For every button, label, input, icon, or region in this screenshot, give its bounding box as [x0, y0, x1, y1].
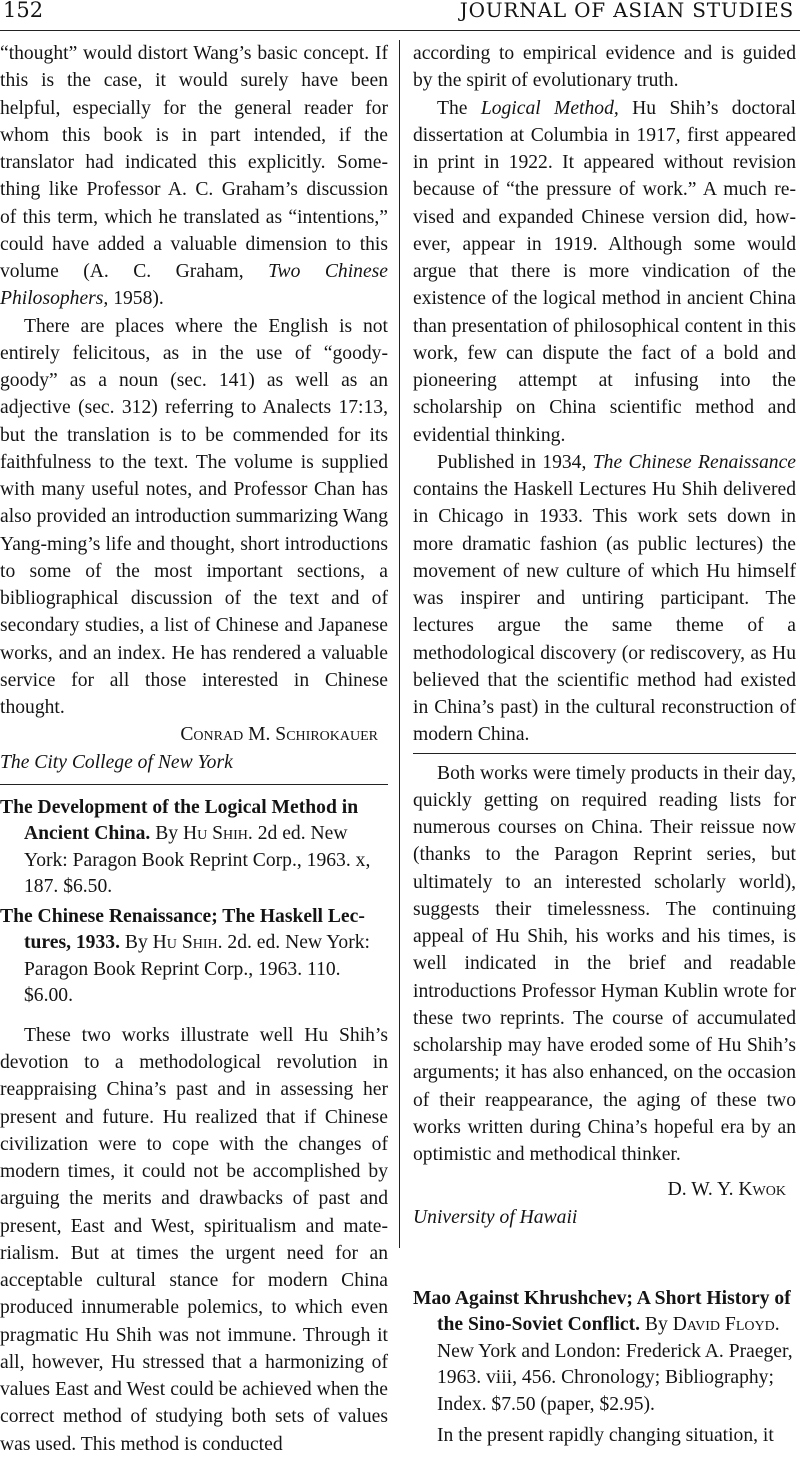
page-number: 152: [3, 0, 44, 22]
paragraph: according to empirical evidence and is guided by the spirit of evolutionary truth.: [413, 43, 796, 92]
section-rule: [413, 753, 796, 754]
book-citation: The Development of the Logical Method in Ancient China. By Hu Shih. 2d ed. New York: Paragon Book Reprint Corp., 1963. x, 187. $6.50.: [0, 796, 371, 898]
section-rule: [0, 784, 388, 785]
reviewer-affiliation: University of Hawaii: [413, 1206, 578, 1228]
paragraph: There are places where the English is not entirely felicitous, as in the use of “goody-goody” as a noun (sec. 141) as well as an adjective (sec. 312) referring to Analects 17:13, but the translation is to be commended for its faithfulness to the text. The volume is supplied with many useful notes, and Professor Chan has also provided an introduction summarizing Wang Yang-ming’s life and thought, short introductions to some of the most important sections, a bibliographical discussion of the text and of secondary studies, a list of Chinese and Japanese works, and an index. He has rendered a valuable service for all those interested in Chinese thought.: [0, 315, 388, 718]
running-title: JOURNAL OF ASIAN STUDIES: [459, 0, 794, 22]
book-citation: Mao Against Khrushchev; A Short History of the Sino-Soviet Conflict. By David Floyd. New York and London: Frederick A. Praeger, 1963. viii, 456. Chronology; Bibliography; Index. $7.50 (paper, $2.95).: [413, 1287, 793, 1415]
paragraph: These two works illustrate well Hu Shih’s devotion to a methodological revolution in reappraising China’s past and in assessing her present and future. Hu realized that if Chinese civilization were to cope with the changes of modern times, it could not be accomplished by arguing the merits and drawbacks of past and present, East and West, spiritualism and materialism. But at times the urgent need for an acceptable cultural stance for modern China produced innumerable polemics, to which even pragmatic Hu Shih was not immune. Through it all, however, Hu stressed that a harmonizing of values East and West could be achieved when the correct method of studying both sets of values was used. This method is conducted: [0, 1024, 388, 1455]
page-header: [0, 0, 800, 31]
book-citation: The Chinese Renaissance; The Haskell Lectures, 1933. By Hu Shih. 2d. ed. New York: Paragon Book Reprint Corp., 1963. 110. $6.00.: [0, 905, 370, 1007]
column-divider: [399, 40, 400, 1248]
reviewer-affiliation: The City College of New York: [0, 751, 233, 773]
paragraph: Both works were timely products in their day, quickly getting on required reading lists for numerous courses on China. Their reissue now (thanks to the Paragon Reprint series, but ultimately to an interested scholarly world), suggests their timelessness. The continuing appeal of Hu Shih, his works and his times, is well indicated in the brief and readable introductions Professor Hyman Kublin wrote for these two reprints. The course of accumulated scholarship may have eroded some of Hu Shih’s arguments; it has also enhanced, on the occasion of their reappearance, the aging of these two works written during China’s hopeful era by an optimistic and methodical thinker.: [413, 762, 796, 1165]
reviewer-name: D. W. Y. Kwok: [667, 1179, 786, 1201]
paragraph: The Logical Method, Hu Shih’s doctoral dissertation at Columbia in 1917, first appeared in print in 1922. It appeared without revision because of “the pressure of work.” A much revised and expanded Chinese version did, however, appear in 1919. Although some would argue that there is more vindication of the existence of the logical method in ancient China than presentation of philosophical content in this work, few can dispute the fact of a bold and pioneering attempt at infusing into the scholarship on China scientific method and evidential thinking.: [413, 97, 796, 446]
reviewer-name: Conrad M. Schirokauer: [180, 724, 378, 746]
right-column: [413, 40, 796, 1450]
paragraph: “thought” would distort Wang’s basic concept. If this is the case, it would surely have been helpful, especially for the general reader for whom this book is in part intended, if the translator had indicated this explicitly. Something like Professor A. C. Graham’s discussion of this term, which he translated as “intentions,” could have added a valuable dimension to this volume (A. C. Graham, Two Chinese Philosophers, 1958).: [0, 43, 388, 310]
left-column: [0, 40, 388, 1458]
paragraph: In the present rapidly changing situation, it: [437, 1425, 774, 1447]
paragraph: Published in 1934, The Chinese Renaissance contains the Haskell Lectures Hu Shih delivered in Chicago in 1933. This work sets down in more dramatic fashion (as public lectures) the movement of new culture of which Hu himself was inspirer and untiring participant. The lectures argue the same theme of a methodological discovery (or rediscovery, as Hu believed that the scientific method had existed in China’s past) in the cultural reconstruction of modern China.: [413, 451, 796, 746]
